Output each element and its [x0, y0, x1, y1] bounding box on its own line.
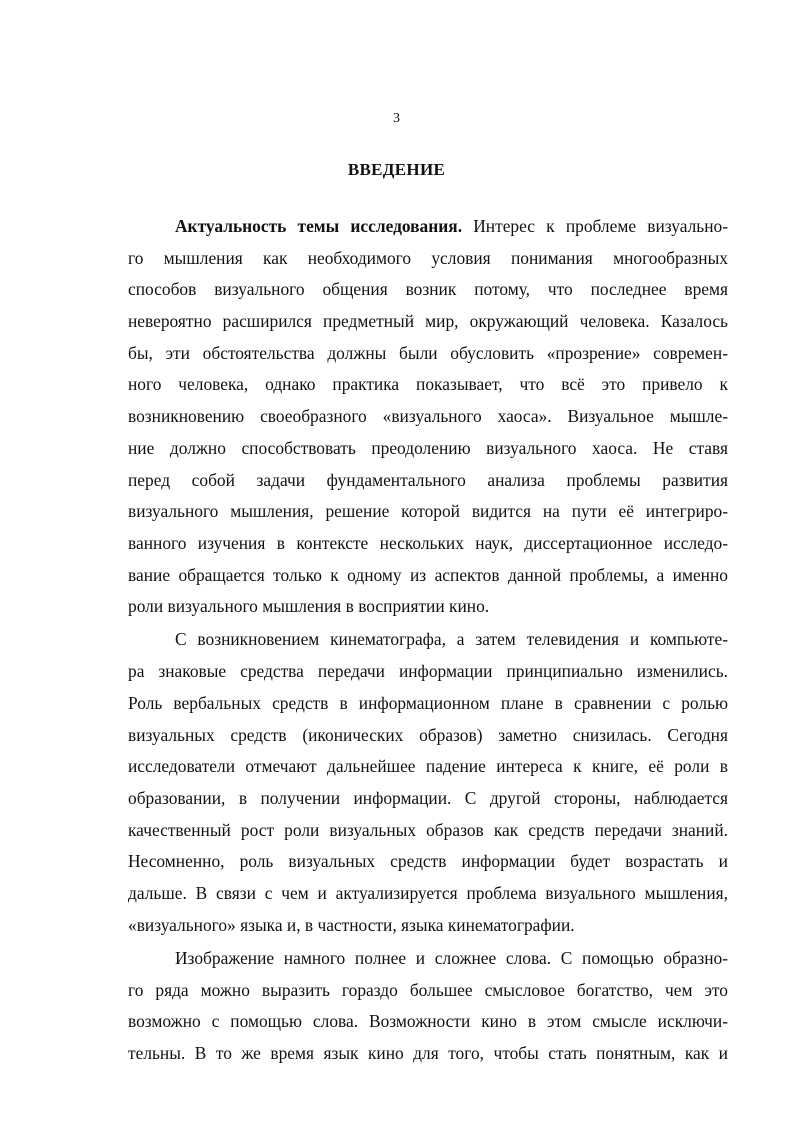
- paragraph-1-line-13: роли визуального мышления в восприятии кино.: [128, 596, 490, 617]
- paragraph-3-line-3: возможно с помощью слова. Возможности кино в этом смысле исключи-: [128, 1011, 728, 1032]
- paragraph-2-line-7: качественный рост роли визуальных образов как средств передачи знаний.: [128, 819, 728, 840]
- paragraph-2-line-8: Несомненно, роль визуальных средств информации будет возрастать и: [128, 851, 728, 872]
- paragraph-1-line-4: невероятно расширился предметный мир, окружающий человека. Казалось: [128, 311, 728, 332]
- page-number: 3: [393, 111, 400, 126]
- paragraph-1-line-6: ного человека, однако практика показывает, что всё это привело к: [128, 374, 728, 395]
- paragraph-2-line-5: исследователи отмечают дальнейшее падение интереса к книге, её роли в: [128, 756, 728, 777]
- paragraph-1-line-2: го мышления как необходимого условия понимания многообразных: [128, 247, 728, 268]
- paragraph-2-line-2: ра знаковые средства передачи информации принципиально изменились.: [128, 661, 728, 682]
- paragraph-1-line-11: ванного изучения в контексте нескольких наук, диссертационное исследо-: [128, 532, 728, 553]
- paragraph-3-line-2: го ряда можно выразить гораздо большее смысловое богатство, чем это: [128, 979, 728, 1000]
- paragraph-1-line-5: бы, эти обстоятельства должны были обусловить «прозрение» современ-: [128, 342, 728, 363]
- paragraph-2-line-4: визуальных средств (иконических образов) заметно снизилась. Сегодня: [128, 724, 728, 745]
- section-heading: ВВЕДЕНИЕ: [347, 160, 446, 179]
- paragraph-2-line-6: образовании, в получении информации. С другой стороны, наблюдается: [128, 787, 728, 808]
- paragraph-1-line-1: Актуальность темы исследования. Интерес к проблеме визуально-: [175, 216, 728, 236]
- paragraph-3-line-4: тельны. В то же время язык кино для того, чтобы стать понятным, как и: [128, 1042, 728, 1063]
- paragraph-1-line-7: возникновению своеобразного «визуального хаоса». Визуальное мышле-: [128, 406, 728, 427]
- paragraph-1-line-9: перед собой задачи фундаментального анализа проблемы развития: [128, 469, 728, 490]
- paragraph-3-line-1: Изображение намного полнее и сложнее слова. С помощью образно-: [175, 947, 728, 968]
- paragraph-2-line-1: С возникновением кинематографа, а затем телевидения и компьюте-: [175, 629, 728, 650]
- paragraph-1-line-8: ние должно способствовать преодолению визуального хаоса. Не ставя: [128, 437, 728, 458]
- paragraph-lead: Актуальность темы исследования.: [175, 216, 463, 236]
- paragraph-1-line-12: вание обращается только к одному из аспектов данной проблемы, а именно: [128, 564, 728, 585]
- paragraph-2-line-3: Роль вербальных средств в информационном плане в сравнении с ролью: [128, 692, 728, 713]
- paragraph-2-line-9: дальше. В связи с чем и актуализируется проблема визуального мышления,: [128, 882, 728, 903]
- body-text: [128, 211, 728, 1070]
- paragraph-1-line-3: способов визуального общения возник потому, что последнее время: [128, 279, 728, 300]
- paragraph-1-line-10: визуального мышления, решение которой видится на пути её интегриро-: [128, 501, 728, 522]
- paragraph-2-line-10: «визуального» языка и, в частности, языка кинематографии.: [128, 914, 575, 935]
